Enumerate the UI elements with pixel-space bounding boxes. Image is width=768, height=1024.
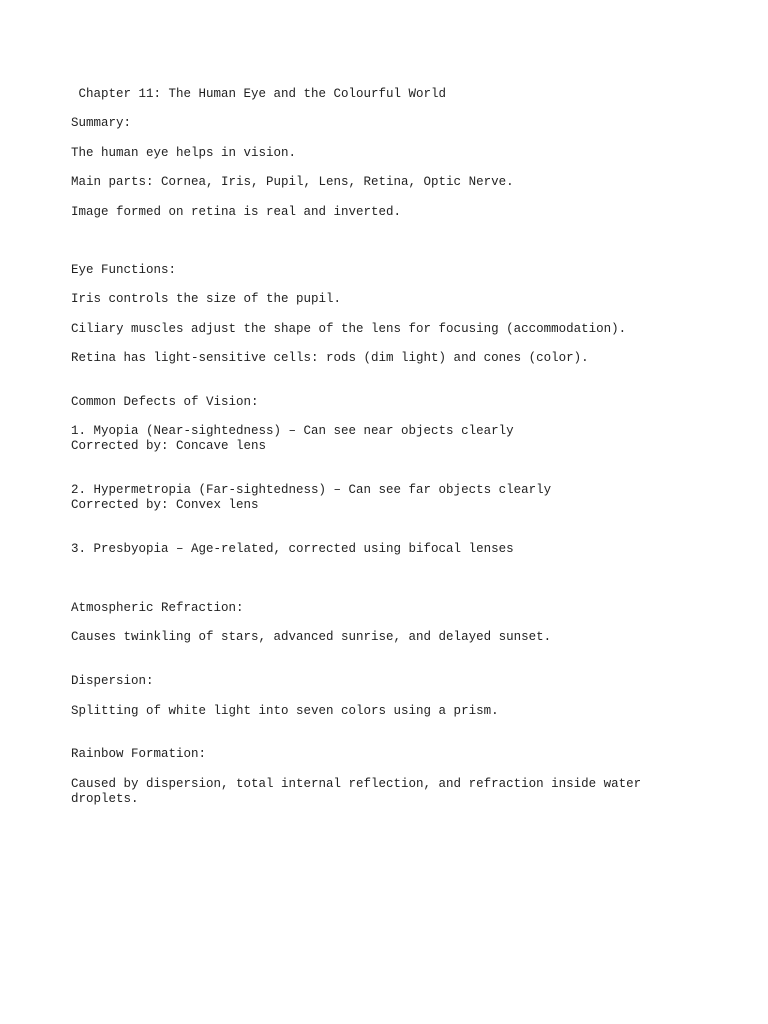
- summary-line: Image formed on retina is real and inverted.: [71, 205, 402, 219]
- atmospheric-text: Causes twinkling of stars, advanced sunrise, and delayed sunset.: [71, 630, 552, 644]
- eye-functions-line: Ciliary muscles adjust the shape of the lens for focusing (accommodation).: [71, 322, 627, 336]
- defect-item: 1. Myopia (Near-sightedness) – Can see near objects clearly: [71, 424, 514, 438]
- defect-item: 3. Presbyopia – Age-related, corrected using bifocal lenses: [71, 542, 514, 556]
- rainbow-text: Caused by dispersion, total internal reflection, and refraction inside water: [71, 777, 642, 791]
- dispersion-text: Splitting of white light into seven colors using a prism.: [71, 704, 499, 718]
- defects-heading: Common Defects of Vision:: [71, 395, 259, 409]
- dispersion-heading: Dispersion:: [71, 674, 154, 688]
- rainbow-heading: Rainbow Formation:: [71, 747, 207, 761]
- summary-heading: Summary:: [71, 116, 132, 130]
- defect-correction: Corrected by: Concave lens: [71, 439, 267, 453]
- eye-functions-line: Retina has light-sensitive cells: rods (dim light) and cones (color).: [71, 351, 589, 365]
- chapter-title: Chapter 11: The Human Eye and the Colourful World: [71, 87, 447, 101]
- rainbow-text: droplets.: [71, 792, 139, 806]
- eye-functions-line: Iris controls the size of the pupil.: [71, 292, 342, 306]
- atmospheric-heading: Atmospheric Refraction:: [71, 601, 244, 615]
- summary-line: The human eye helps in vision.: [71, 146, 297, 160]
- eye-functions-heading: Eye Functions:: [71, 263, 177, 277]
- summary-line: Main parts: Cornea, Iris, Pupil, Lens, Retina, Optic Nerve.: [71, 175, 514, 189]
- defect-item: 2. Hypermetropia (Far-sightedness) – Can see far objects clearly: [71, 483, 552, 497]
- defect-correction: Corrected by: Convex lens: [71, 498, 259, 512]
